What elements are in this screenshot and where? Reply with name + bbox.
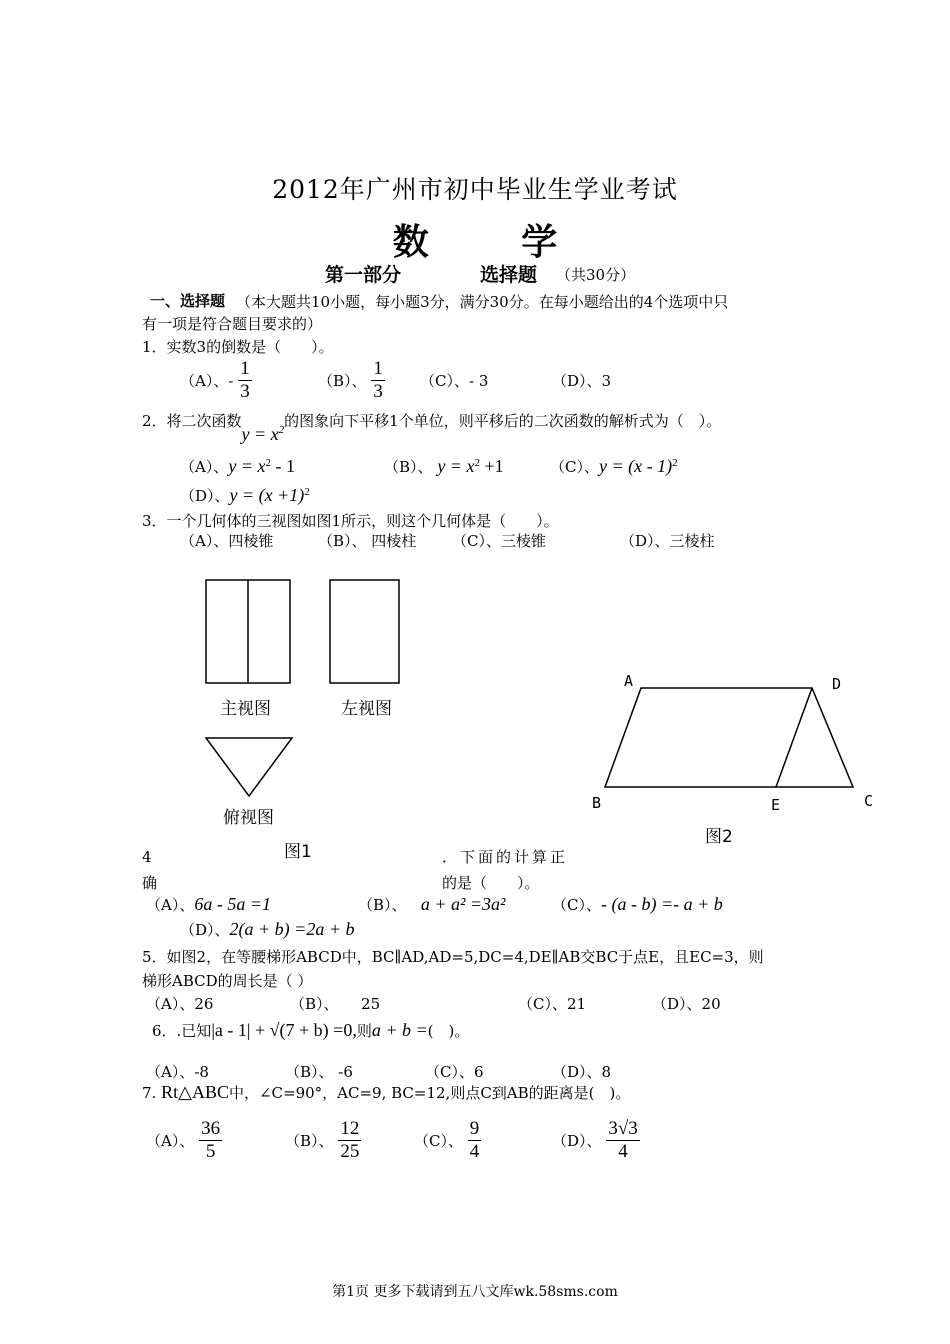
vertex-c-label: C [864,792,874,810]
q5-stem-1: 5．如图2，在等腰梯形ABCD中，BC∥AD,AD=5,DC=4,DE∥AB交BC于点E，且EC=3，则 [142,948,764,966]
q5-option-a: （A）、26 [146,995,214,1013]
q3-option-d: （D）、三棱柱 [620,532,715,550]
q6-option-a: （A）、-8 [146,1063,209,1081]
q2-stem: 2．将二次函数$y = x^2$的图象向下平移1个单位，则平移后的二次函数的解析式为（ ）。 [142,412,722,444]
q7-stem: 7. Rt△ABC中，∠C=90°，AC=9, BC=12,则点C到AB的距离是( )。 [142,1082,631,1102]
q6-option-d: （D）、8 [552,1063,612,1081]
q4-stem-3: 的是（ ）。 [442,874,540,892]
fig1-front-label: 主视图 [220,699,271,719]
q2-option-c: （C）、y = (x - 1)$^2$ [550,456,678,476]
segment-de [776,688,812,787]
section-desc-2: 有一项是符合题目要求的） [142,315,323,333]
q3-option-b: （B）、 四棱柱 [318,532,417,550]
vertex-d-label: D [832,675,842,693]
figure-2-trapezoid [590,670,890,820]
part-score: （共30分） [556,266,636,284]
q1-stem: 1．实数3的倒数是（ ）。 [142,338,334,356]
q7-option-c: （C）、 $\frac{9}{4}$ [414,1118,480,1162]
q5-option-c: （C）、21 [518,995,587,1013]
figure-1-diagram [195,570,415,800]
page-footer: 第1页 更多下载请到五八文库wk.58sms.com [332,1284,618,1300]
q6-option-c: （C）、6 [425,1063,484,1081]
q3-option-a: （A）、四棱锥 [180,532,274,550]
q4-option-c: （C）、- (a - b) =- a + b [552,894,723,914]
q4-option-b: （B）、 a + a² =3a² [358,894,506,914]
vertex-b-label: B [592,794,602,812]
q4-stem: ．下面的计算正 [442,848,569,866]
q4-number: 4 [142,848,152,866]
q5-option-b: （B）、 25 [290,995,381,1013]
exam-title: 2012年广州市初中毕业生学业考试 [272,175,678,204]
vertex-e-label: E [771,796,781,814]
q2-option-d: （D）、$y = (x +1)^2$ [180,485,310,505]
fig1-left-label: 左视图 [341,699,392,719]
section-desc-1: （本大题共10小题，每小题3分，满分30分。在每小题给出的4个选项中只 [236,293,729,311]
q4-stem-2: 确 [142,874,158,892]
left-view-shape [330,580,399,683]
q5-stem-2: 梯形ABCD的周长是（ ） [142,972,313,990]
fig1-caption: 图1 [284,842,312,862]
q1-option-d: （D）、3 [552,372,612,390]
q7-option-a: （A）、 $\frac{36}{5}$ [146,1118,221,1162]
q7-option-b: （B）、 $\frac{12}{25}$ [285,1118,360,1162]
top-view-shape [206,738,292,796]
q2-option-a: （A）、$y = x^2 - 1$ [180,456,295,476]
fig1-top-label: 俯视图 [223,808,274,828]
q4-option-a: （A）、6a - 5a =1 [146,894,271,914]
part-name: 选择题 [480,264,538,286]
section-label: 一、选择题 [150,292,226,310]
q3-option-c: （C）、三棱锥 [452,532,546,550]
q5-option-d: （D）、20 [652,995,721,1013]
q1-option-a: （A）、- $\frac{1}{3}$ [180,358,250,402]
vertex-a-label: A [624,672,634,690]
q4-option-d: （D）、2(a + b) =2a + b [180,919,355,939]
q1-option-b: （B）、 $\frac{1}{3}$ [318,358,383,402]
part-label: 第一部分 [325,264,402,286]
q7-option-d: （D）、 $\frac{3√3}{4}$ [552,1118,638,1162]
q6-stem: 6．.已知|a - 1| + √(7 + b) =0,则a + b =( )。 [152,1020,470,1040]
q6-option-b: （B）、 -6 [285,1063,353,1081]
subject-title: 数 学 [392,221,598,263]
trapezoid-abcd [605,688,853,787]
fig2-caption: 图2 [705,827,733,847]
q3-stem: 3．一个几何体的三视图如图1所示，则这个几何体是（ ）。 [142,512,559,530]
q1-option-c: （C）、- 3 [420,372,489,390]
q2-option-b: （B）、 $y = x^2 +1$ [384,456,504,476]
